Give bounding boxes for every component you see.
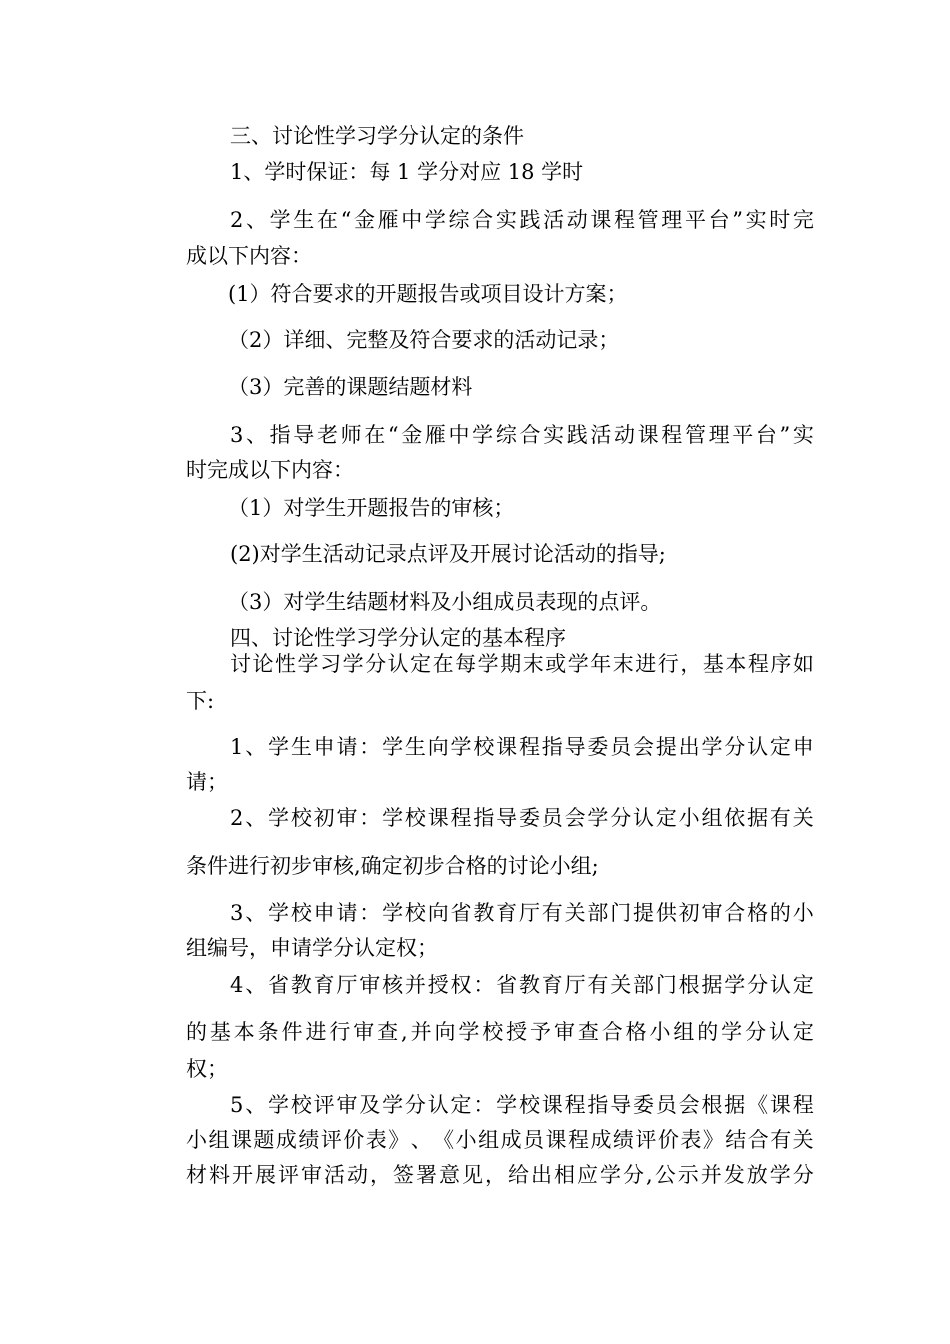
procedure-step-5-line-3: 材 料 开 展 评 审 活 动 ， 签 署 意 见 ， 给 出 相 应 学 分 , 公 示 并 发 放 学 分 — [186, 1163, 814, 1187]
condition-item-2-sub-3: （3）完善的课题结题材料 — [228, 375, 473, 399]
procedure-step-5-line-1: 5 、 学 校 评 审 及 学 分 认 定 ： 学 校 课 程 指 导 委 员 会 根 据 《 课 程 — [230, 1093, 814, 1117]
procedure-step-4-line-2: 的 基 本 条 件 进 行 审 查 , 并 向 学 校 授 予 审 查 合 格 小 组 的 学 分 认 定 — [186, 1020, 814, 1044]
procedure-step-2-line-2: 条件进行初步审核,确定初步合格的讨论小组; — [186, 854, 599, 878]
procedure-step-1-line-2: 请； — [186, 770, 228, 794]
condition-item-3-sub-2: (2)对学生活动记录点评及开展讨论活动的指导; — [230, 542, 666, 566]
procedure-step-4-line-1: 4 、 省 教 育 厅 审 核 并 授 权 ： 省 教 育 厅 有 关 部 门 根 据 学 分 认 定 — [230, 973, 814, 997]
condition-item-3-sub-1: （1）对学生开题报告的审核； — [228, 496, 515, 520]
condition-item-1: 1、学时保证：每 1 学分对应 18 学时 — [230, 160, 584, 184]
condition-item-3-sub-3: （3）对学生结题材料及小组成员表现的点评。 — [228, 590, 662, 614]
procedure-step-3-line-1: 3 、 学 校 申 请 ： 学 校 向 省 教 育 厅 有 关 部 门 提 供 初 审 合 格 的 小 — [230, 901, 814, 925]
section4-intro-line-2: 下: — [186, 689, 215, 713]
procedure-step-1-line-1: 1 、 学 生 申 请 ： 学 生 向 学 校 课 程 指 导 委 员 会 提 出 学 分 认 定 申 — [230, 735, 814, 759]
section4-title: 四、讨论性学习学分认定的基本程序 — [230, 626, 566, 650]
condition-item-2-sub-1: (1）符合要求的开题报告或项目设计方案； — [228, 282, 628, 306]
condition-item-2-line-2: 成以下内容： — [186, 244, 312, 268]
condition-item-3-line-2: 时完成以下内容： — [186, 458, 354, 482]
condition-item-2-sub-2: （2）详细、完整及符合要求的活动记录； — [228, 328, 620, 352]
procedure-step-4-line-3: 权； — [186, 1057, 228, 1081]
section3-title: 三、讨论性学习学分认定的条件 — [230, 124, 524, 148]
condition-item-3-line-1: 3 、 指 导 老 师 在 “ 金 雁 中 学 综 合 实 践 活 动 课 程 管 理 平 台 ” 实 — [230, 423, 814, 447]
condition-item-2-line-1: 2 、 学 生 在 “ 金 雁 中 学 综 合 实 践 活 动 课 程 管 理 平 台 ” 实 时 完 — [230, 208, 814, 232]
procedure-step-2-line-1: 2 、 学 校 初 审 ： 学 校 课 程 指 导 委 员 会 学 分 认 定 小 组 依 据 有 关 — [230, 806, 814, 830]
procedure-step-5-line-2: 小 组 课 题 成 绩 评 价 表 》 、 《 小 组 成 员 课 程 成 绩 评 价 表 》 结 合 有 关 — [186, 1128, 814, 1152]
section4-intro-line-1: 讨 论 性 学 习 学 分 认 定 在 每 学 期 末 或 学 年 末 进 行 ， 基 本 程 序 如 — [230, 652, 814, 676]
procedure-step-3-line-2: 组编号，申请学分认定权； — [186, 936, 438, 960]
